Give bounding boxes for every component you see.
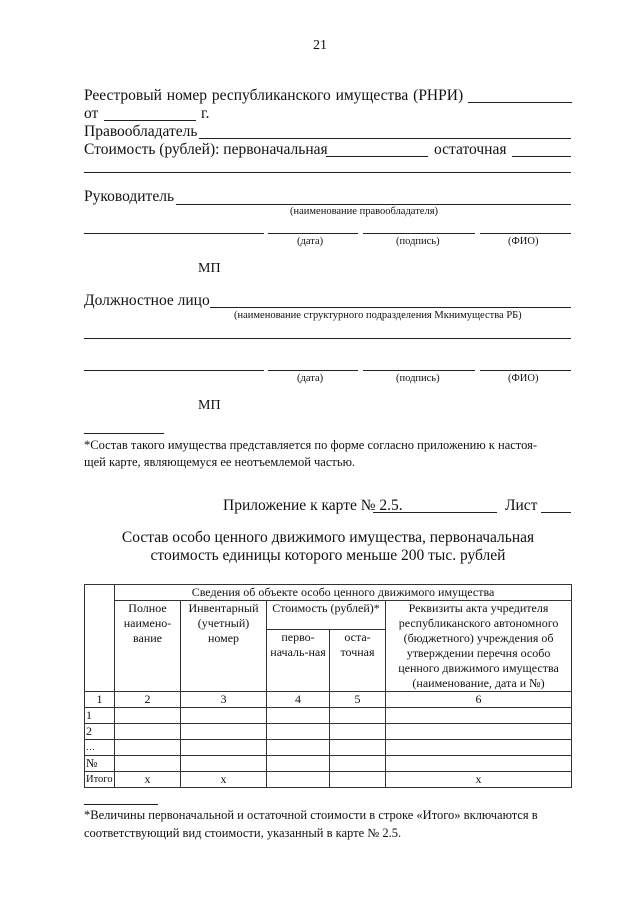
official-line-1[interactable] [84,370,264,371]
official-stamp-mark: МП [198,398,221,413]
residual-cost-field[interactable] [512,156,571,157]
table-cell[interactable] [267,756,330,772]
table-cell[interactable] [181,756,267,772]
table-cell[interactable] [267,708,330,724]
table-cell[interactable] [115,740,181,756]
head-label: Руководитель [84,188,175,205]
head-date-caption: (дата) [297,236,324,247]
registry-number-field[interactable] [468,102,572,103]
table-cell[interactable] [330,756,386,772]
total-row [85,772,572,788]
col-cost-header: Стоимость (рублей)* [267,601,386,630]
official-signature-field[interactable] [363,370,475,371]
official-fio-caption: (ФИО) [508,373,539,384]
table-cell[interactable] [115,724,181,740]
table-cell[interactable] [181,708,267,724]
row-label: … [85,740,115,756]
cost-continuation-line[interactable] [84,172,571,173]
footnote-separator [84,433,164,434]
table-cell[interactable] [181,724,267,740]
column-number: 1 [85,692,115,708]
official-continuation-line[interactable] [84,338,571,339]
col-name-header: Полное наимено-вание [115,601,181,692]
col-inventory-header: Инвентарный (учетный) номер [181,601,267,692]
owner-field[interactable] [199,138,571,139]
table-cell[interactable] [386,708,572,724]
total-mark: x [115,772,181,788]
head-fio-field[interactable] [480,233,571,234]
table-cell[interactable] [386,756,572,772]
head-stamp-mark: МП [198,261,221,276]
row-label: 1 [85,708,115,724]
footnote-2-line-1: *Величины первоначальной и остаточной стоимости в строке «Итого» включаются в [84,808,538,822]
head-date-field[interactable] [268,233,358,234]
row-label: № [85,756,115,772]
official-fio-field[interactable] [480,370,571,371]
footnote-1-line-2: щей карте, являющемуся ее неотъемлемой частью. [84,455,356,469]
table-row [85,724,572,740]
head-fio-caption: (ФИО) [508,236,539,247]
official-caption: (наименование структурного подразделения Мкнимущества РБ) [234,310,522,321]
table-cell[interactable] [330,708,386,724]
table-cell[interactable] [115,756,181,772]
official-label: Должностное лицо [84,292,210,309]
head-signature-caption: (подпись) [396,236,440,247]
row-label: 2 [85,724,115,740]
section-title-line-1: Состав особо ценного движимого имущества, первоначальная [121,529,535,546]
sheet-label: Лист [505,497,538,514]
year-suffix: г. [201,105,210,122]
group-header: Сведения об объекте особо ценного движимого имущества [115,585,572,601]
table-cell[interactable] [267,740,330,756]
table-cell[interactable] [386,740,572,756]
table-row [85,708,572,724]
table-cell[interactable] [267,772,330,788]
total-mark: x [386,772,572,788]
column-number: 2 [115,692,181,708]
col-requisites-header: Реквизиты акта учредителя республиканского автономного (бюджетного) учреждения об утверждении перечня особо ценного движимого имущества (наименование, дата и №) [386,601,572,692]
head-name-field[interactable] [176,204,571,205]
col-cost-initial-header: перво-началь-ная [267,630,330,692]
col-cost-residual-header: оста-точная [330,630,386,692]
from-label: от [84,105,99,122]
column-number: 3 [181,692,267,708]
table-cell[interactable] [181,740,267,756]
table-cell[interactable] [267,724,330,740]
column-numbers-row [85,692,572,708]
head-signature-field[interactable] [363,233,475,234]
number-column-header [85,585,115,692]
property-table [84,584,572,788]
footnote-separator-2 [84,804,158,805]
registry-label: Реестровый номер республиканского имущества (РНРИ) [84,87,464,104]
owner-label: Правообладатель [84,123,198,140]
head-caption: (наименование правообладателя) [290,206,439,217]
table-cell[interactable] [330,724,386,740]
total-mark: x [181,772,267,788]
row-label: Итого [85,772,115,788]
date-field[interactable] [104,120,196,121]
footnote-1-line-1: *Состав такого имущества представляется по форме согласно приложению к настоя- [84,438,538,452]
official-date-caption: (дата) [297,373,324,384]
head-line-1[interactable] [84,233,264,234]
appendix-number-field[interactable] [373,512,497,513]
table-cell[interactable] [330,740,386,756]
initial-cost-field[interactable] [326,156,428,157]
table-cell[interactable] [115,708,181,724]
cost-label: Стоимость (рублей): первоначальная [84,141,328,158]
table-cell[interactable] [386,724,572,740]
column-number: 6 [386,692,572,708]
official-name-field[interactable] [210,307,571,308]
page-number: 21 [313,38,327,53]
official-signature-caption: (подпись) [396,373,440,384]
residual-label: остаточная [434,141,507,158]
table-cell[interactable] [330,772,386,788]
appendix-title: Приложение к карте № 2.5. [223,497,403,514]
section-title-line-2: стоимость единицы которого меньше 200 тыс. рублей [150,547,506,564]
footnote-2-line-2: соответствующий вид стоимости, указанный в карте № 2.5. [84,826,402,840]
official-date-field[interactable] [268,370,358,371]
table-row [85,740,572,756]
column-number: 5 [330,692,386,708]
table-row [85,756,572,772]
sheet-number-field[interactable] [541,512,571,513]
column-number: 4 [267,692,330,708]
